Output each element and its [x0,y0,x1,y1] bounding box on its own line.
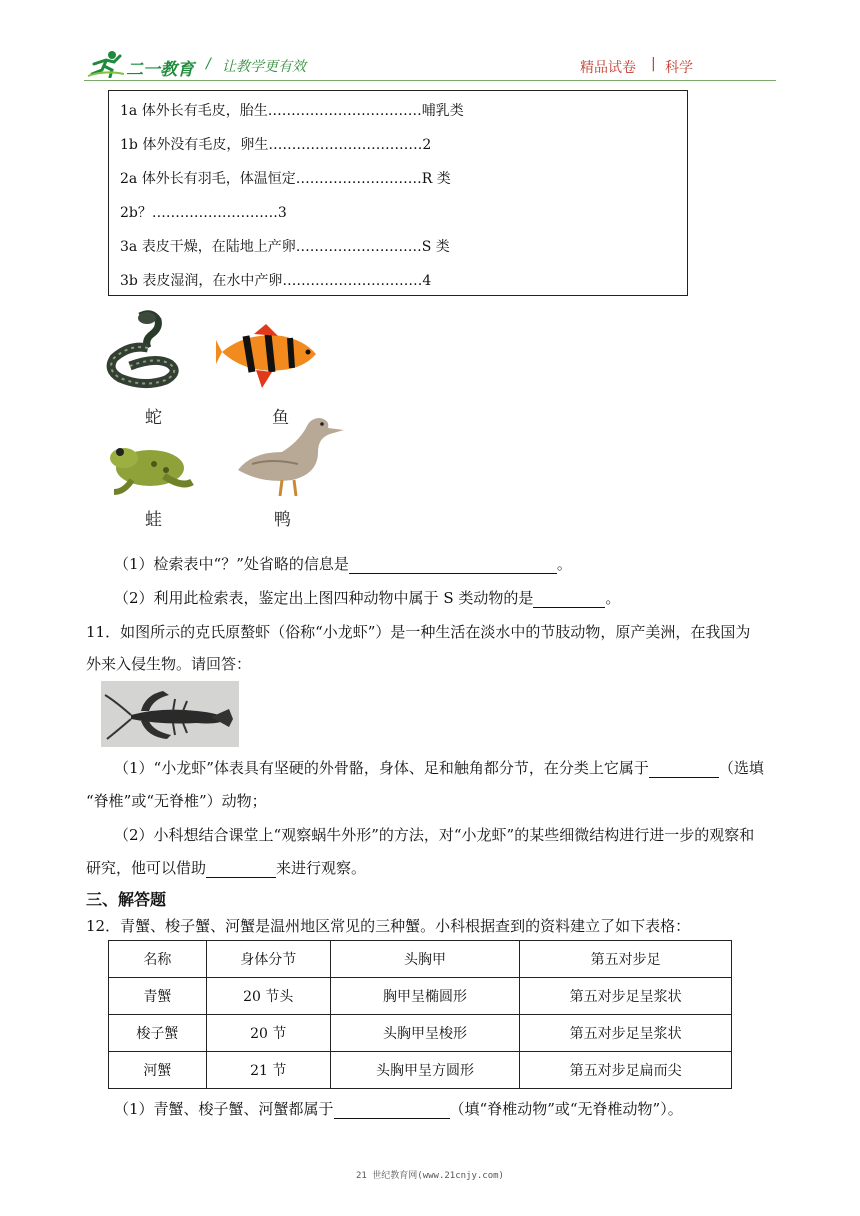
table-cell: 胸甲呈椭圆形 [330,978,520,1015]
table-cell: 第五对步足呈浆状 [520,1015,732,1052]
table-header-cell: 头胸甲 [330,941,520,978]
frog-image [104,436,194,498]
key-line-2a: 2a 体外长有羽毛，体温恒定………………………R 类 [120,171,451,187]
table-cell: 第五对步足扁而尖 [520,1052,732,1089]
table-header-cell: 身体分节 [206,941,330,978]
table-cell: 梭子蟹 [109,1015,207,1052]
logo-runner-icon [86,50,126,78]
header-paper-type: 精品试卷 [580,60,636,76]
page-footer: 21 世纪教育网(www.21cnjy.com) [356,1171,504,1181]
answer-blank-q10-1[interactable] [349,555,557,574]
key-line-3a: 3a 表皮干燥，在陆地上产卵………………………S 类 [120,239,450,255]
table-cell: 20 节 [206,1015,330,1052]
q11-stem-line1: 11．如图所示的克氏原螯虾（俗称“小龙虾”）是一种生活在淡水中的节肢动物，原产美洲，在我国为 [86,623,751,641]
key-line-1b: 1b 体外没有毛皮，卵生……………………………2 [120,137,432,153]
table-cell: 20 节头 [206,978,330,1015]
header-separator: | [651,56,656,72]
fish-caption: 鱼 [272,408,289,428]
table-cell: 头胸甲呈梭形 [330,1015,520,1052]
crayfish-image [101,681,239,747]
frog-caption: 蛙 [145,510,162,530]
q10-part1: （1）检索表中“？”处省略的信息是 。 [114,555,572,573]
dichotomous-key-box [108,90,688,296]
q11-part2-line2: 研究，他可以借助 来进行观察。 [86,859,367,877]
section-title: 三、解答题 [86,890,167,909]
table-cell: 第五对步足呈浆状 [520,978,732,1015]
q11-part1: （1）“小龙虾”体表具有坚硬的外骨骼，身体、足和触角都分节，在分类上它属于 （选填 [114,759,764,777]
table-header-cell: 名称 [109,941,207,978]
answer-blank-q12-1[interactable] [334,1100,450,1119]
snake-image [100,308,186,394]
key-line-1a: 1a 体外长有毛皮，胎生……………………………哺乳类 [120,103,464,119]
answer-blank-q10-2[interactable] [533,589,605,608]
key-line-3b: 3b 表皮湿润，在水中产卵…………………………4 [120,273,432,289]
table-cell: 河蟹 [109,1052,207,1089]
table-cell: 头胸甲呈方圆形 [330,1052,520,1089]
table-row [109,1052,732,1089]
snake-caption: 蛇 [145,408,162,428]
q11-part2-line1: （2）小科想结合课堂上“观察蜗牛外形”的方法，对“小龙虾”的某些细微结构进行进一步的观察和 [114,826,755,844]
table-cell: 青蟹 [109,978,207,1015]
answer-blank-q11-1[interactable] [649,759,719,778]
q11-stem-line2: 外来入侵生物。请回答： [86,655,252,673]
answer-blank-q11-2[interactable] [206,859,276,878]
slogan-divider: / [206,56,211,72]
slogan: 让教学更有效 [222,59,306,75]
crab-table [108,940,732,1089]
header-subject: 科学 [665,60,693,76]
table-header-cell: 第五对步足 [520,941,732,978]
q11-part1-cont: “脊椎”或“无脊椎”）动物； [86,792,267,810]
duck-image [232,412,350,500]
q10-part2: （2）利用此检索表，鉴定出上图四种动物中属于 S 类动物的是 。 [114,589,621,607]
duck-caption: 鸭 [274,510,291,530]
table-row [109,1015,732,1052]
header-rule [84,80,776,81]
q12-stem: 12．青蟹、梭子蟹、河蟹是温州地区常见的三种蟹。小科根据查到的资料建立了如下表格： [86,917,691,935]
table-cell: 21 节 [206,1052,330,1089]
fish-image [216,322,326,392]
logo-text: 二一教育 [126,60,194,80]
q12-part1: （1）青蟹、梭子蟹、河蟹都属于 （填“脊椎动物”或“无脊椎动物”）。 [114,1100,683,1118]
key-line-2b: 2b？………………………3 [120,205,287,221]
table-row [109,978,732,1015]
table-header-row [109,941,732,978]
